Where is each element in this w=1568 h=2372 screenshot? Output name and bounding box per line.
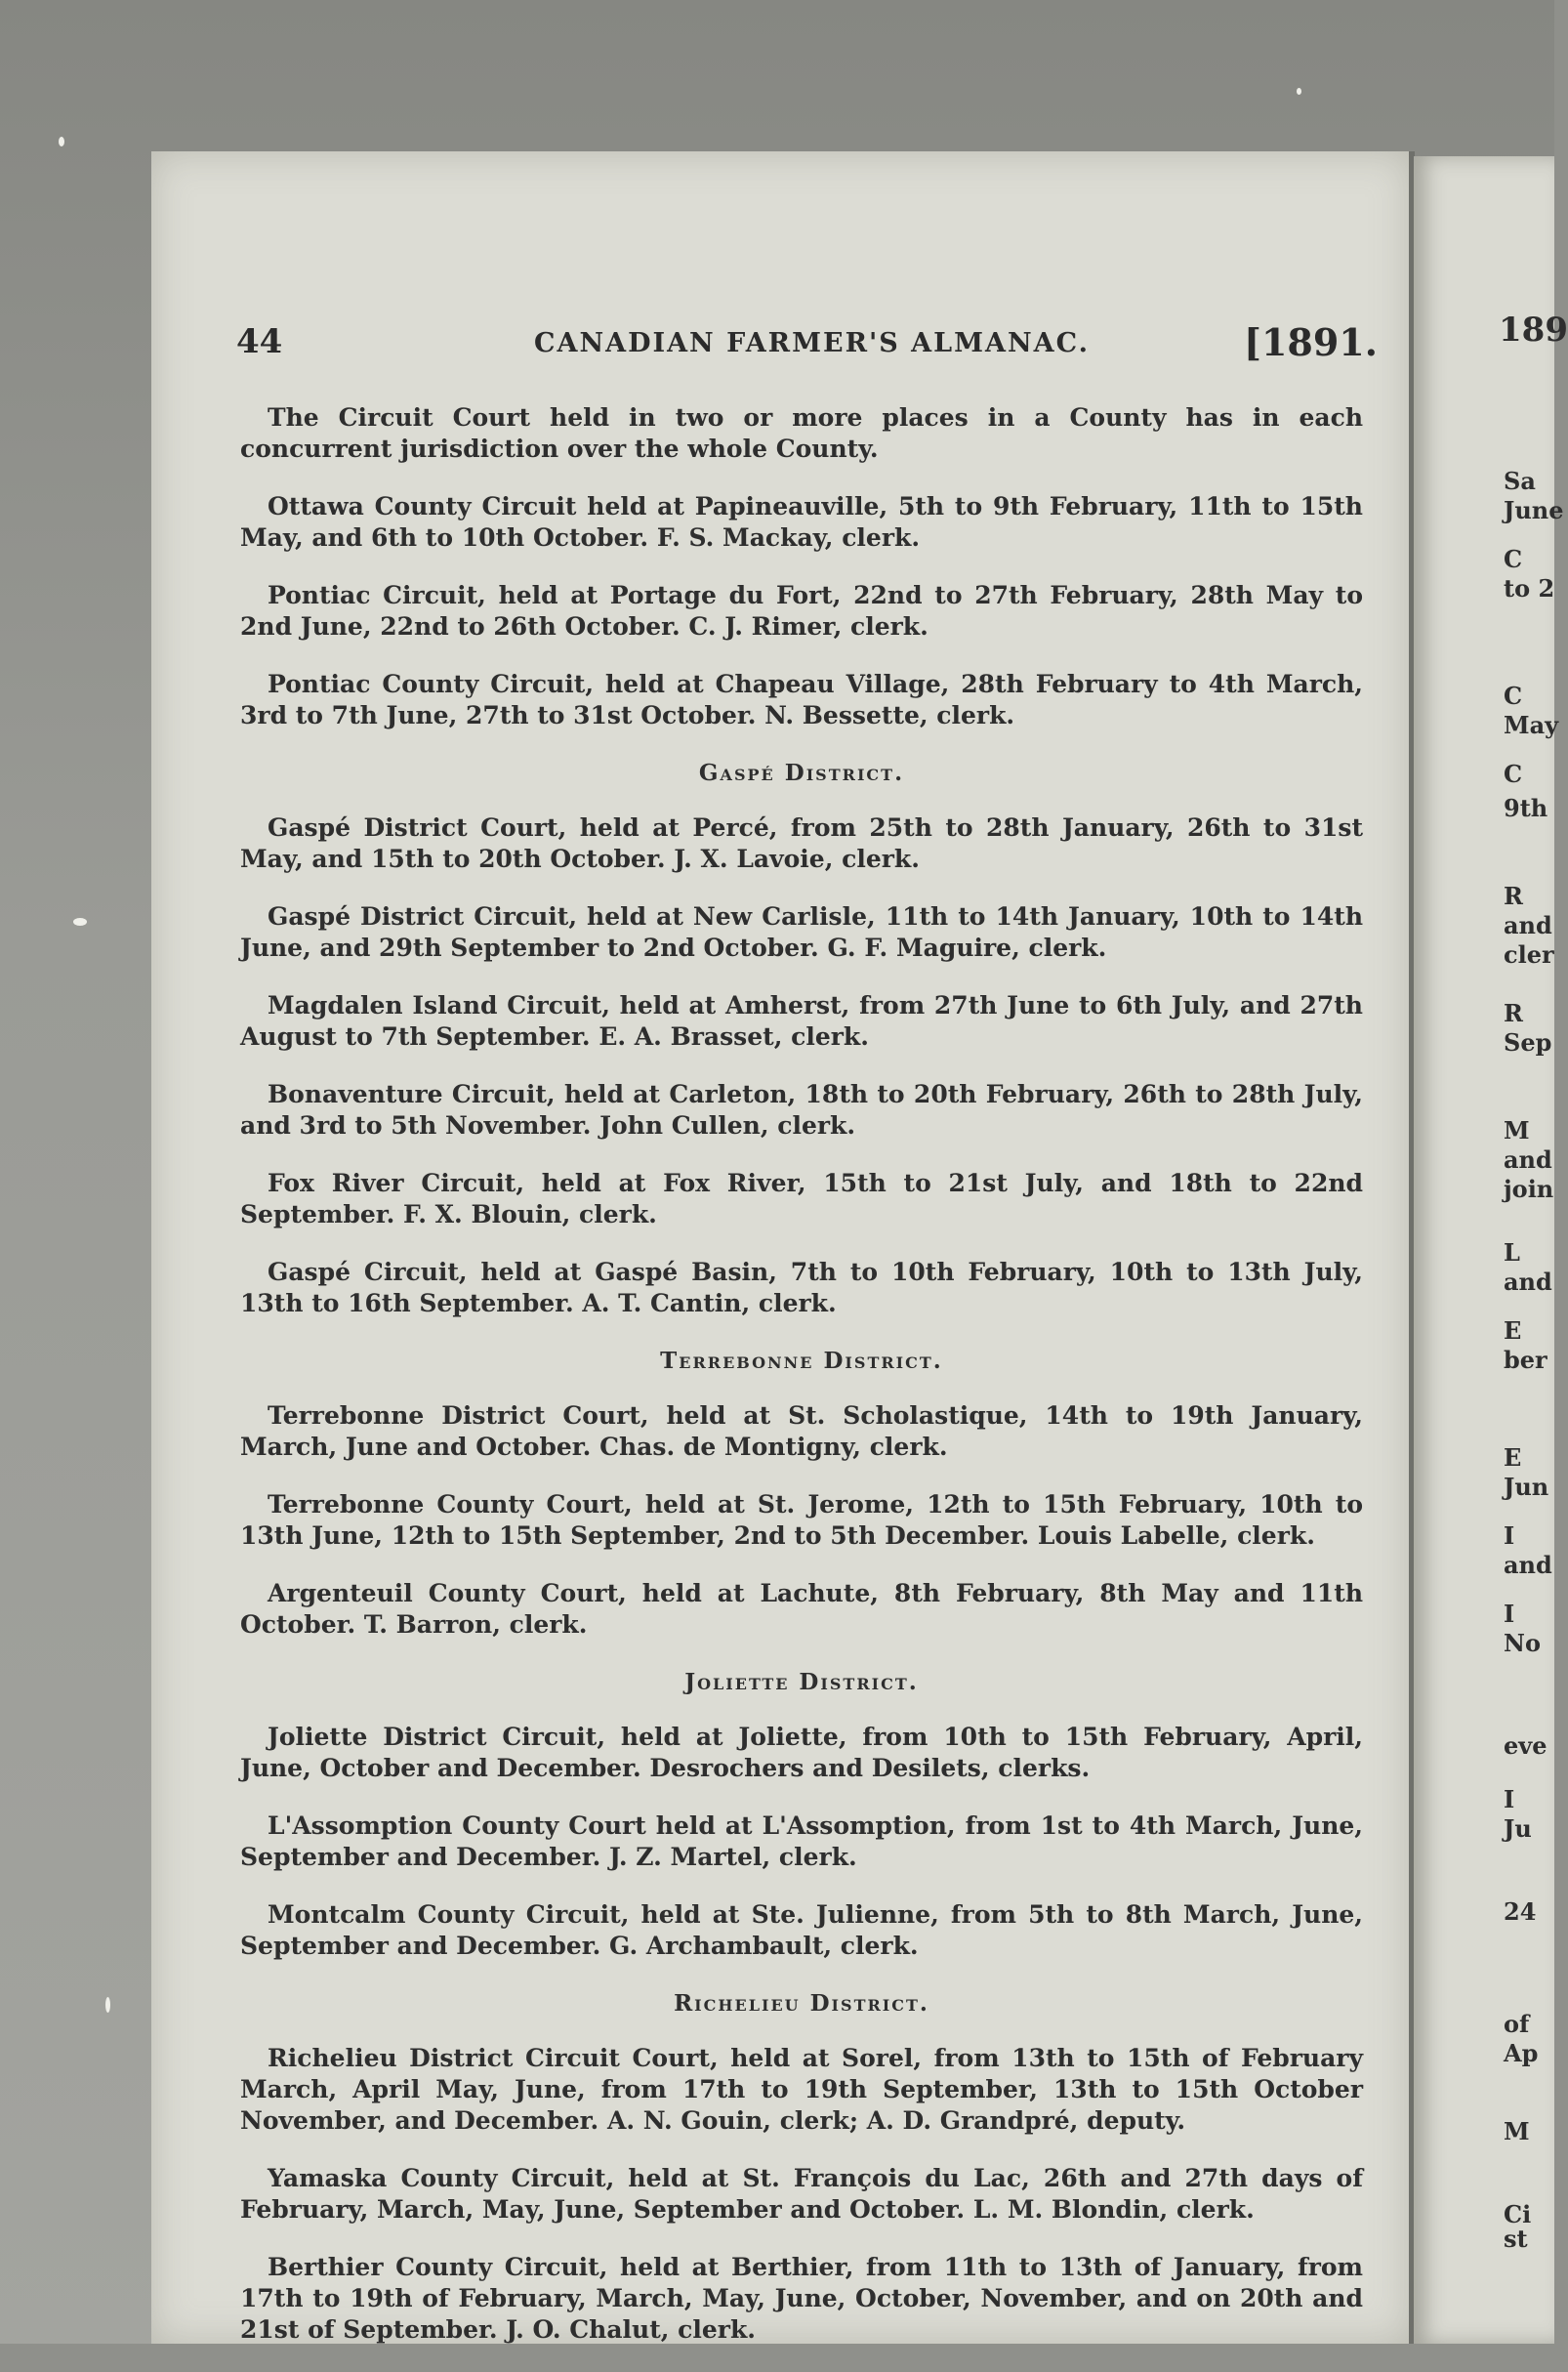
court-entry: Fox River Circuit, held at Fox River, 15th to 21st July, and 18th to 22nd September. F. X. Blouin, clerk. <box>240 1169 1363 1228</box>
facing-page-fragment: M <box>1504 1116 1530 1144</box>
court-entry: Pontiac County Circuit, held at Chapeau Village, 28th February to 4th March, 3rd to 7th June, 27th to 31st October. N. Bessette, clerk. <box>240 670 1363 729</box>
court-listing-body <box>240 402 1363 2372</box>
facing-page-fragment: st <box>1504 2225 1528 2253</box>
facing-page-fragment: E <box>1504 1316 1522 1345</box>
court-entry: Magdalen Island Circuit, held at Amherst, from 27th June to 6th July, and 27th August to 7th September. E. A. Brasset, clerk. <box>240 991 1363 1051</box>
court-entry: Gaspé District Circuit, held at New Carlisle, 11th to 14th January, 10th to 14th June, and 29th September to 2nd October. G. F. Maguire, clerk. <box>240 902 1363 962</box>
court-entry: Pontiac Circuit, held at Portage du Fort, 22nd to 27th February, 28th May to 2nd June, 22nd to 26th October. C. J. Rimer, clerk. <box>240 581 1363 641</box>
facing-page-fragment: Ci <box>1504 2200 1532 2228</box>
facing-page-fragment: and <box>1504 1145 1552 1174</box>
facing-page-fragment: 24 <box>1504 1897 1537 1926</box>
facing-page-fragment: and <box>1504 911 1552 939</box>
facing-page-fragment: 9th <box>1504 794 1548 822</box>
facing-page-fragment: Sa <box>1504 467 1536 495</box>
facing-page-fragment: to 2 <box>1504 574 1555 603</box>
facing-page-fragment: L <box>1504 1238 1520 1267</box>
district-heading: Joliette District. <box>684 1669 919 1695</box>
court-entry: Gaspé District Court, held at Percé, from 25th to 28th January, 26th to 31st May, and 15th to 20th October. J. X. Lavoie, clerk. <box>240 813 1363 873</box>
court-entry: Richelieu District Circuit Court, held at Sorel, from 13th to 15th of February March, April May, June, from 17th to 19th September, 13th to 15th October November, and December. A. N. Gouin, clerk; A. D. Grandpré, deputy. <box>240 2044 1363 2135</box>
facing-page-fragment: ber <box>1504 1346 1547 1374</box>
facing-page-fragment: I <box>1504 1785 1515 1813</box>
facing-page-fragment: I <box>1504 1521 1515 1550</box>
district-heading: Gaspé District. <box>698 760 905 786</box>
page-number: 44 <box>236 322 283 361</box>
facing-page-fragment: E <box>1504 1443 1522 1472</box>
court-entry: Terrebonne District Court, held at St. Scholastique, 14th to 19th January, March, June and October. Chas. de Montigny, clerk. <box>240 1401 1363 1461</box>
facing-page-fragment: R <box>1504 999 1523 1027</box>
court-entry: L'Assomption County Court held at L'Assomption, from 1st to 4th March, June, September and December. J. Z. Martel, clerk. <box>240 1811 1363 1871</box>
court-entry: Montcalm County Circuit, held at Ste. Julienne, from 5th to 8th March, June, September and December. G. Archambault, clerk. <box>240 1900 1363 1960</box>
dust-speck <box>105 1997 110 2013</box>
facing-page-number: 189 <box>1499 311 1568 350</box>
court-entry: Gaspé Circuit, held at Gaspé Basin, 7th to 10th February, 10th to 13th July, 13th to 16th September. A. T. Cantin, clerk. <box>240 1258 1363 1317</box>
almanac-year: [1891. <box>1244 320 1378 364</box>
facing-page-fragment: cler <box>1504 940 1554 969</box>
facing-page-fragment: and <box>1504 1551 1552 1579</box>
facing-page-fragment: Sep <box>1504 1028 1552 1057</box>
facing-page-fragment: June <box>1504 496 1564 524</box>
facing-page-fragment: C <box>1504 545 1523 573</box>
running-header <box>236 320 1378 371</box>
dust-speck <box>59 137 64 146</box>
court-entry: Joliette District Circuit, held at Joliette, from 10th to 15th February, April, June, October and December. Desrochers and Desilets, clerks. <box>240 1723 1363 1782</box>
court-entry: Terrebonne County Court, held at St. Jerome, 12th to 15th February, 10th to 13th June, 12th to 15th September, 2nd to 5th December. Louis Labelle, clerk. <box>240 1490 1363 1550</box>
facing-page-fragment: Jun <box>1504 1473 1549 1501</box>
facing-page-fragment: May <box>1504 711 1559 739</box>
facing-page-fragments <box>1499 311 1568 2264</box>
dust-speck <box>1297 88 1301 95</box>
facing-page-fragment: join <box>1504 1175 1554 1203</box>
court-entry: The Circuit Court held in two or more places in a County has in each concurrent jurisdiction over the whole County. <box>240 403 1363 463</box>
facing-page-fragment: C <box>1504 682 1523 710</box>
dust-speck <box>73 918 87 926</box>
facing-page-fragment: R <box>1504 882 1523 910</box>
facing-page-fragment: C <box>1504 760 1523 788</box>
almanac-title: CANADIAN FARMER'S ALMANAC. <box>534 328 1090 358</box>
facing-page-fragment: of <box>1504 2010 1530 2038</box>
facing-page-fragment: I <box>1504 1600 1515 1628</box>
facing-page-fragment: Ju <box>1504 1814 1532 1843</box>
court-entry: Ottawa County Circuit held at Papineauville, 5th to 9th February, 11th to 15th May, and 6th to 10th October. F. S. Mackay, clerk. <box>240 492 1363 552</box>
court-entry: Bonaventure Circuit, held at Carleton, 18th to 20th February, 26th to 28th July, and 3rd to 5th November. John Cullen, clerk. <box>240 1080 1363 1140</box>
court-entry: Berthier County Circuit, held at Berthier, from 11th to 13th of January, from 17th to 19th of February, March, May, June, October, November, and on 20th and 21st of September. J. O. Chalut, clerk. <box>240 2253 1363 2344</box>
district-heading: Richelieu District. <box>674 1990 929 2017</box>
facing-page-fragment: M <box>1504 2117 1530 2145</box>
court-entry: Yamaska County Circuit, held at St. François du Lac, 26th and 27th days of February, March, May, June, September and October. L. M. Blondin, clerk. <box>240 2164 1363 2224</box>
district-heading: Terrebonne District. <box>660 1348 943 1374</box>
court-entry: Argenteuil County Court, held at Lachute, 8th February, 8th May and 11th October. T. Barron, clerk. <box>240 1579 1363 1639</box>
facing-page-fragment: No <box>1504 1629 1541 1657</box>
facing-page-fragment: eve <box>1504 1731 1547 1760</box>
facing-page-fragment: Ap <box>1504 2039 1539 2067</box>
facing-page-fragment: and <box>1504 1268 1552 1296</box>
